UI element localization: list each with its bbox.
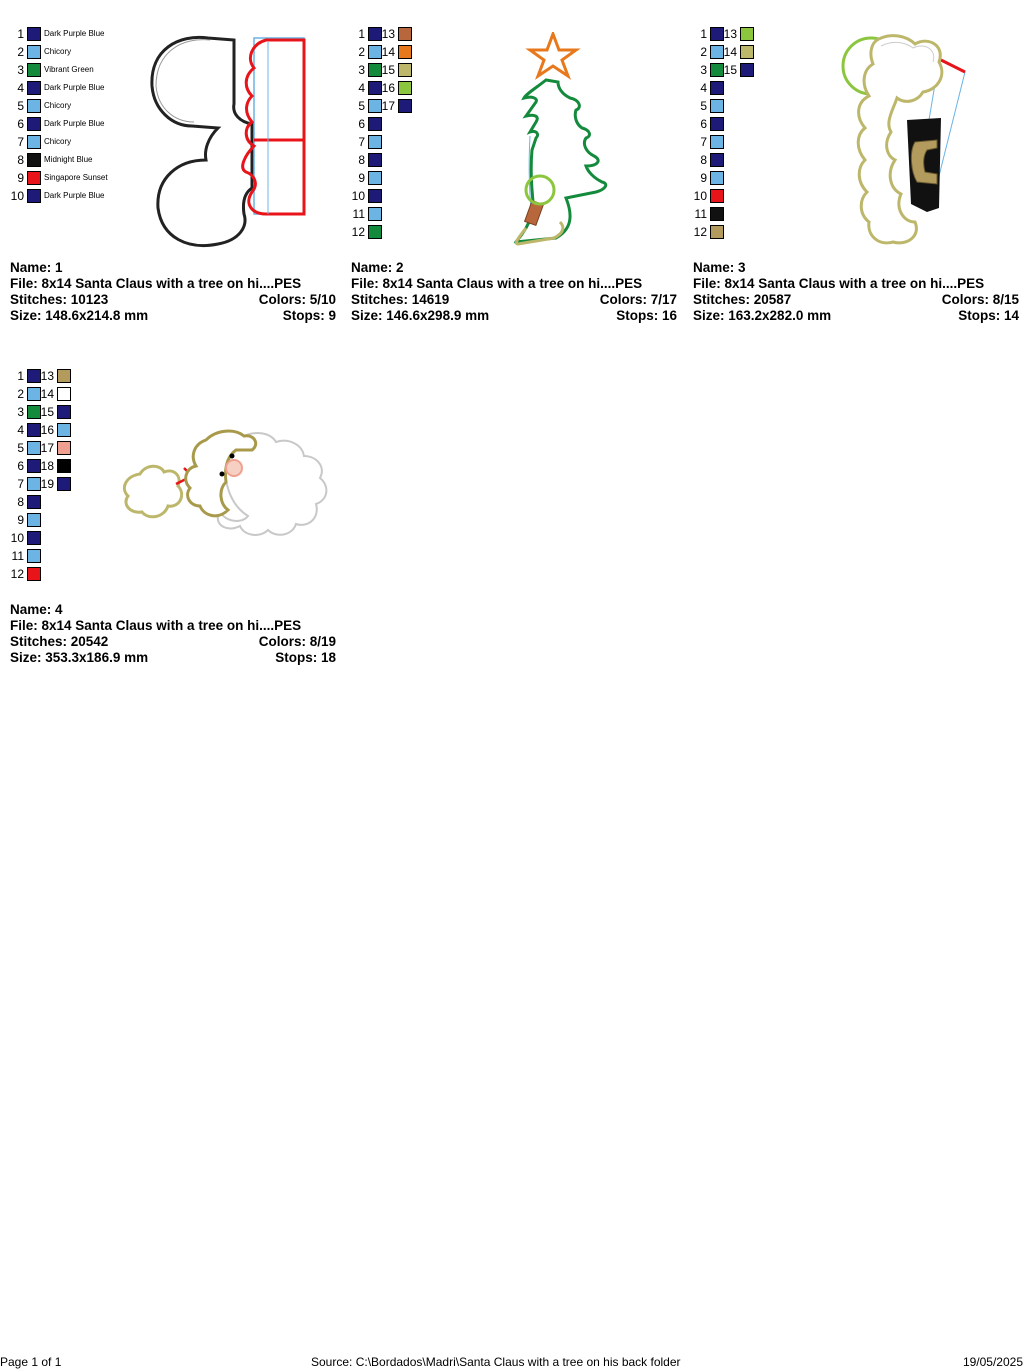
legend-number: 1 — [700, 27, 707, 41]
design-thumbnail-1 — [148, 28, 308, 252]
legend-number: 8 — [17, 153, 24, 167]
legend-number: 12 — [693, 225, 707, 239]
color-swatch — [57, 405, 71, 419]
color-swatch — [710, 189, 724, 203]
color-name: Vibrant Green — [44, 65, 94, 74]
design-stitches: Stitches: 20542 — [10, 634, 109, 649]
design-thumbnail-4 — [120, 426, 336, 538]
design-file: File: 8x14 Santa Claus with a tree on hi....PES — [10, 276, 302, 291]
color-swatch — [740, 63, 754, 77]
design-stops: Stops: 9 — [282, 308, 336, 323]
legend-number: 5 — [700, 99, 707, 113]
color-name: Dark Purple Blue — [44, 191, 105, 200]
legend-number: 10 — [10, 531, 24, 545]
color-swatch — [710, 99, 724, 113]
color-swatch — [368, 99, 382, 113]
legend-number: 8 — [17, 495, 24, 509]
design-info-1 — [10, 260, 340, 324]
color-swatch — [27, 171, 41, 185]
legend-number: 2 — [700, 45, 707, 59]
legend-number: 2 — [17, 45, 24, 59]
design-name: Name: 1 — [10, 260, 63, 275]
color-swatch — [27, 549, 41, 563]
legend-number: 17 — [381, 99, 395, 113]
color-swatch — [740, 27, 754, 41]
color-name: Midnight Blue — [44, 155, 93, 164]
color-swatch — [368, 45, 382, 59]
design-name: Name: 3 — [693, 260, 746, 275]
color-swatch — [710, 63, 724, 77]
footer-page: Page 1 of 1 — [0, 1355, 62, 1369]
design-colors: Colors: 5/10 — [258, 292, 336, 307]
color-swatch — [27, 495, 41, 509]
color-swatch — [27, 27, 41, 41]
color-swatch — [710, 117, 724, 131]
color-swatch — [27, 387, 41, 401]
color-swatch — [710, 225, 724, 239]
legend-number: 13 — [723, 27, 737, 41]
design-stitches: Stitches: 20587 — [693, 292, 792, 307]
legend-number: 12 — [351, 225, 365, 239]
color-swatch — [710, 27, 724, 41]
color-swatch — [27, 441, 41, 455]
color-swatch — [27, 423, 41, 437]
color-name: Dark Purple Blue — [44, 119, 105, 128]
legend-number: 3 — [358, 63, 365, 77]
design-size: Size: 353.3x186.9 mm — [10, 650, 149, 665]
color-swatch — [368, 225, 382, 239]
color-swatch — [368, 189, 382, 203]
legend-number: 1 — [358, 27, 365, 41]
design-thumbnail-3 — [841, 32, 973, 248]
legend-number: 7 — [700, 135, 707, 149]
legend-number: 15 — [40, 405, 54, 419]
color-swatch — [398, 27, 412, 41]
design-stops: Stops: 16 — [616, 308, 677, 323]
legend-number: 3 — [700, 63, 707, 77]
color-swatch — [710, 135, 724, 149]
color-swatch — [57, 459, 71, 473]
legend-number: 16 — [40, 423, 54, 437]
design-card-4 — [10, 342, 340, 672]
color-swatch — [27, 531, 41, 545]
legend-number: 14 — [381, 45, 395, 59]
design-name: Name: 2 — [351, 260, 404, 275]
legend-number: 14 — [40, 387, 54, 401]
color-swatch — [368, 81, 382, 95]
legend-number: 4 — [17, 423, 24, 437]
design-thumbnail-2 — [506, 32, 616, 248]
color-swatch — [27, 513, 41, 527]
color-name: Chicory — [44, 101, 72, 110]
design-file: File: 8x14 Santa Claus with a tree on hi....PES — [693, 276, 985, 291]
legend-number: 2 — [17, 387, 24, 401]
legend-number: 8 — [700, 153, 707, 167]
legend-number: 6 — [17, 117, 24, 131]
design-info-3 — [693, 260, 1023, 324]
legend-number: 11 — [352, 207, 365, 221]
legend-number: 3 — [17, 405, 24, 419]
color-swatch — [27, 567, 41, 581]
legend-number: 5 — [17, 99, 24, 113]
color-swatch — [398, 99, 412, 113]
color-swatch — [368, 207, 382, 221]
color-swatch — [57, 441, 71, 455]
color-swatch — [57, 369, 71, 383]
legend-number: 2 — [358, 45, 365, 59]
legend-number: 9 — [700, 171, 707, 185]
color-swatch — [368, 117, 382, 131]
legend-number: 16 — [381, 81, 395, 95]
design-card-3 — [693, 0, 1023, 330]
color-swatch — [27, 45, 41, 59]
design-stitches: Stitches: 10123 — [10, 292, 109, 307]
legend-number: 13 — [381, 27, 395, 41]
color-name: Chicory — [44, 137, 72, 146]
legend-number: 1 — [17, 27, 24, 41]
footer-source: Source: C:\Bordados\Madri\Santa Claus with a tree on his back folder — [311, 1355, 681, 1369]
color-swatch — [710, 153, 724, 167]
color-swatch — [57, 387, 71, 401]
legend-number: 17 — [40, 441, 54, 455]
color-swatch — [368, 153, 382, 167]
legend-number: 6 — [17, 459, 24, 473]
color-swatch — [710, 45, 724, 59]
legend-number: 5 — [358, 99, 365, 113]
footer-date: 19/05/2025 — [962, 1355, 1023, 1369]
color-swatch — [710, 207, 724, 221]
legend-number: 12 — [10, 567, 24, 581]
legend-number: 11 — [11, 549, 24, 563]
legend-number: 4 — [17, 81, 24, 95]
color-swatch — [27, 459, 41, 473]
color-swatch — [710, 81, 724, 95]
design-file: File: 8x14 Santa Claus with a tree on hi....PES — [10, 618, 302, 633]
legend-number: 6 — [700, 117, 707, 131]
color-swatch — [368, 63, 382, 77]
color-swatch — [27, 81, 41, 95]
legend-number: 8 — [358, 153, 365, 167]
legend-number: 10 — [693, 189, 707, 203]
color-swatch — [368, 27, 382, 41]
legend-number: 4 — [700, 81, 707, 95]
legend-number: 13 — [40, 369, 54, 383]
design-colors: Colors: 8/15 — [941, 292, 1019, 307]
design-stops: Stops: 18 — [275, 650, 336, 665]
legend-number: 19 — [40, 477, 54, 491]
design-card-2 — [351, 0, 681, 330]
legend-number: 4 — [358, 81, 365, 95]
design-file: File: 8x14 Santa Claus with a tree on hi....PES — [351, 276, 643, 291]
legend-number: 15 — [723, 63, 737, 77]
legend-number: 14 — [723, 45, 737, 59]
legend-number: 3 — [17, 63, 24, 77]
color-name: Singapore Sunset — [44, 173, 108, 182]
legend-number: 10 — [351, 189, 365, 203]
color-swatch — [368, 135, 382, 149]
legend-number: 1 — [17, 369, 24, 383]
color-swatch — [398, 63, 412, 77]
design-colors: Colors: 8/19 — [258, 634, 336, 649]
color-swatch — [27, 477, 41, 491]
legend-number: 7 — [17, 135, 24, 149]
legend-number: 10 — [10, 189, 24, 203]
legend-number: 15 — [381, 63, 395, 77]
legend-number: 9 — [17, 513, 24, 527]
design-size: Size: 146.6x298.9 mm — [351, 308, 490, 323]
color-swatch — [57, 477, 71, 491]
color-name: Dark Purple Blue — [44, 83, 105, 92]
design-name: Name: 4 — [10, 602, 63, 617]
color-swatch — [398, 45, 412, 59]
design-size: Size: 163.2x282.0 mm — [693, 308, 832, 323]
color-swatch — [368, 171, 382, 185]
legend-number: 11 — [694, 207, 707, 221]
design-size: Size: 148.6x214.8 mm — [10, 308, 149, 323]
design-card-1 — [10, 0, 340, 330]
color-swatch — [27, 99, 41, 113]
color-swatch — [27, 135, 41, 149]
legend-number: 18 — [40, 459, 54, 473]
color-name: Dark Purple Blue — [44, 29, 105, 38]
design-colors: Colors: 7/17 — [599, 292, 677, 307]
color-name: Chicory — [44, 47, 72, 56]
color-swatch — [27, 405, 41, 419]
color-swatch — [27, 63, 41, 77]
color-swatch — [740, 45, 754, 59]
color-swatch — [398, 81, 412, 95]
legend-number: 6 — [358, 117, 365, 131]
color-swatch — [27, 189, 41, 203]
color-swatch — [710, 171, 724, 185]
legend-number: 5 — [17, 441, 24, 455]
design-info-4 — [10, 602, 340, 666]
color-swatch — [27, 117, 41, 131]
design-info-2 — [351, 260, 681, 324]
design-stops: Stops: 14 — [958, 308, 1019, 323]
legend-number: 7 — [17, 477, 24, 491]
legend-number: 7 — [358, 135, 365, 149]
color-swatch — [27, 153, 41, 167]
design-stitches: Stitches: 14619 — [351, 292, 450, 307]
color-swatch — [57, 423, 71, 437]
legend-number: 9 — [358, 171, 365, 185]
color-swatch — [27, 369, 41, 383]
legend-number: 9 — [17, 171, 24, 185]
